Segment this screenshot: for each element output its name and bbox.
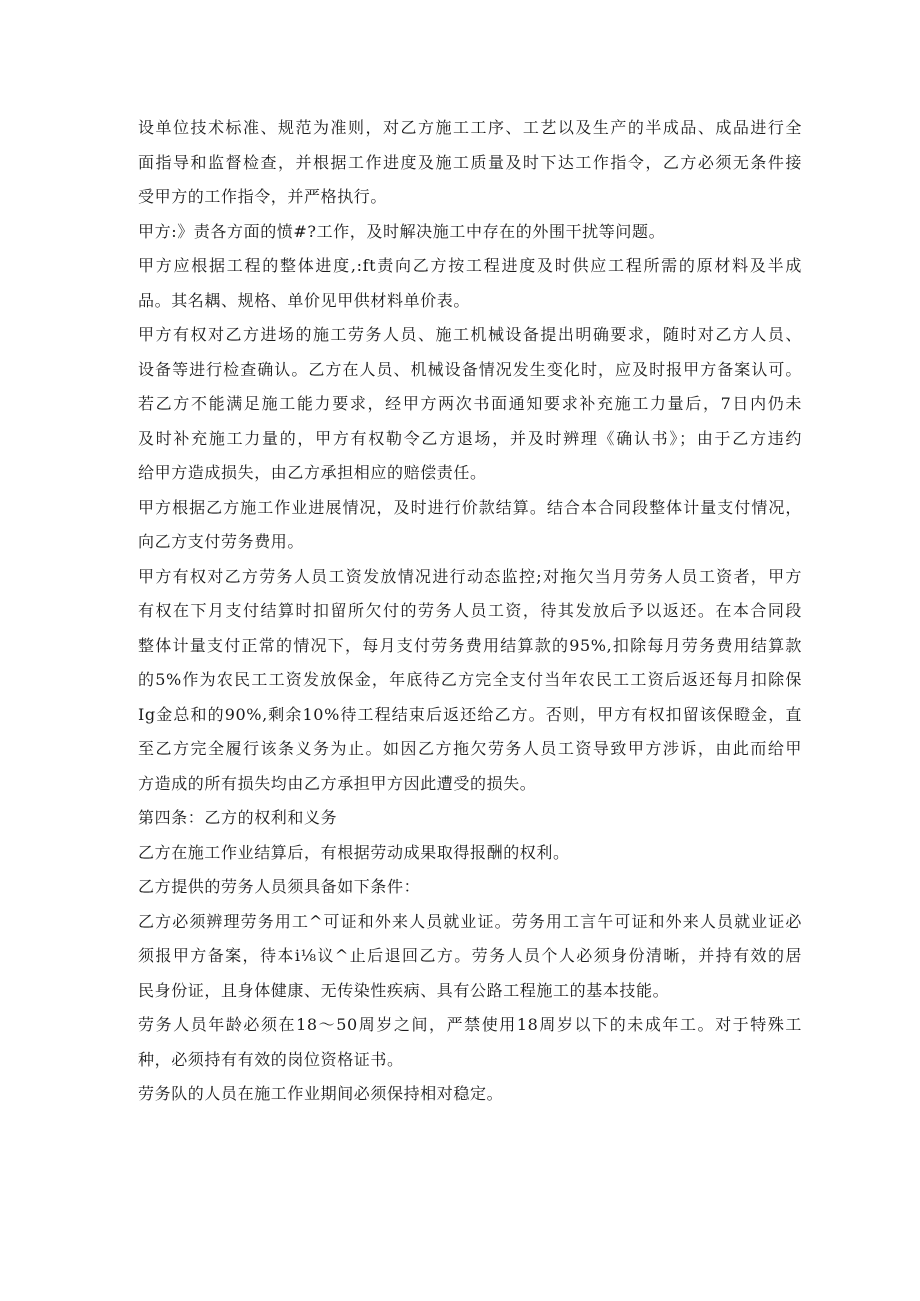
text-line: 及时补充施工力量的，甲方有权勒令乙方退场，并及时辨理《确认书》；由于乙方违约 — [138, 428, 802, 448]
text-line: 劳务人员年龄必须在18〜50周岁之间，严禁使用18周岁以下的未成年工。对于特殊工 — [138, 1015, 802, 1034]
text-line: 第四条：乙方的权利和义务 — [138, 808, 338, 827]
text-line: 给甲方造成损失，由乙方承担相应的赔偿责任。 — [138, 463, 487, 482]
text-line: 至乙方完全履行该条义务为止。如因乙方拖欠劳务人员工资导致甲方涉诉，由此而给甲 — [138, 739, 802, 758]
text-line: 的5%作为农民工工资发放保金，年底待乙方完全支付当年农民工工资后返还每月扣除保 — [138, 670, 802, 689]
text-line: 甲方根据乙方施工作业进展情况，及时进行价款结算。结合本合同段整体计量支付情况， — [138, 497, 802, 517]
text-line: 须报甲方备案，待本i⅛议^止后退回乙方。劳务人员个人必须身份清晰，并持有效的居 — [138, 946, 802, 965]
text-line: 甲方应根据工程的整体进度,:ft责向乙方按工程进度及时供应工程所需的原材料及半成 — [138, 256, 802, 275]
text-line: 乙方必须辨理劳务用工^可证和外来人员就业证。劳务用工言午可证和外来人员就业证必 — [138, 911, 802, 931]
text-line: 甲方有权对乙方进场的施工劳务人员、施工机械设备提出明确要求，随时对乙方人员、 — [138, 325, 802, 344]
text-line: 甲方:》责各方面的愤#?工作，及时解决施工中存在的外围干扰等问题。 — [138, 221, 666, 241]
text-line: 有权在下月支付结算时扣留所欠付的劳务人员工资，待其发放后予以返还。在本合同段 — [138, 601, 802, 620]
text-line: Ig金总和的90%,剩余10%待工程结束后返还给乙方。否则，甲方有权扣留该保瞪金，直 — [138, 704, 802, 724]
text-line: 乙方在施工作业结算后，有根据劳动成果取得报酬的权利。 — [138, 842, 570, 862]
text-line: 方造成的所有损失均由乙方承担甲方因此遭受的损失。 — [138, 773, 537, 793]
text-line: 劳务队的人员在施工作业期间必须保持相对稳定。 — [138, 1084, 504, 1103]
text-line: 受甲方的工作指令，并严格执行。 — [138, 187, 388, 206]
text-line: 民身份证，且身体健康、无传染性疾病、具有公路工程施工的基本技能。 — [138, 980, 670, 1000]
text-line: 设单位技术标准、规范为准则，对乙方施工工序、工艺以及生产的半成品、成品进行全 — [138, 118, 802, 137]
text-line: 品。其名耦、规格、单价见甲供材料单价表。 — [138, 290, 471, 310]
text-line: 甲方有权对乙方劳务人员工资发放情况进行动态监控;对拖欠当月劳务人员工资者，甲方 — [138, 566, 802, 586]
text-line: 整体计量支付正常的情况下，每月支付劳务费用结算款的95%,扣除每月劳务费用结算款 — [138, 635, 802, 655]
text-line: 设备等进行检查确认。乙方在人员、机械设备情况发生变化时，应及时报甲方备案认可。 — [138, 359, 802, 379]
text-line: 面指导和监督检查，并根据工作进度及施工质量及时下达工作指令，乙方必须无条件接 — [138, 152, 802, 172]
document-body — [138, 111, 802, 1112]
text-line: 若乙方不能满足施工能力要求，经甲方两次书面通知要求补充施工力量后，7日内仍未 — [138, 394, 802, 413]
text-line: 向乙方支付劳务费用。 — [138, 532, 305, 551]
text-line: 种，必须持有有效的岗位资格证书。 — [138, 1049, 404, 1069]
text-line: 乙方提供的劳务人员须具备如下条件： — [138, 877, 421, 896]
